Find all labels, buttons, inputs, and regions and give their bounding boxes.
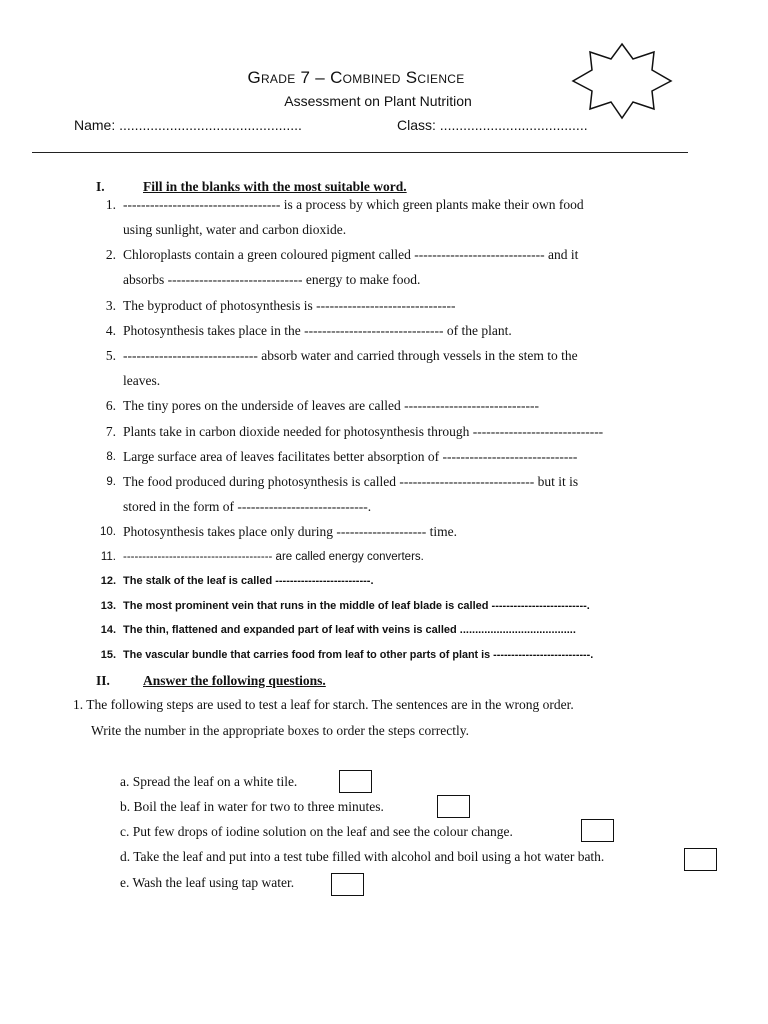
section-1-heading: Fill in the blanks with the most suitable word.: [143, 179, 407, 194]
answer-box-d[interactable]: [684, 848, 717, 871]
step-d: d. Take the leaf and put into a test tube filled with alcohol and boil using a hot water bath.: [120, 849, 605, 864]
worksheet-title: Grade 7 – Combined Science: [247, 68, 465, 87]
step-e: e. Wash the leaf using tap water.: [120, 875, 295, 890]
step-b: b. Boil the leaf in water for two to three minutes.: [120, 799, 384, 814]
answer-box-a[interactable]: [339, 770, 372, 793]
question-1-line-2: Write the number in the appropriate boxes to order the steps correctly.: [91, 723, 469, 738]
section-2-heading: Answer the following questions.: [143, 673, 326, 688]
section-2-numeral: II.: [96, 673, 110, 688]
answer-box-b[interactable]: [437, 795, 470, 818]
answer-box-e[interactable]: [331, 873, 364, 896]
header-divider: [32, 152, 688, 153]
step-c: c. Put few drops of iodine solution on the leaf and see the colour change.: [120, 824, 513, 839]
question-1-line-1: 1. The following steps are used to test a leaf for starch. The sentences are in the wrong order.: [73, 697, 574, 712]
worksheet-subtitle: Assessment on Plant Nutrition: [284, 93, 472, 109]
class-field[interactable]: Class: ......................................: [397, 117, 588, 133]
name-field[interactable]: Name: ...............................................: [74, 117, 302, 133]
step-a: a. Spread the leaf on a white tile.: [120, 774, 298, 789]
section-1-numeral: I.: [96, 179, 105, 194]
answer-box-c[interactable]: [581, 819, 614, 842]
